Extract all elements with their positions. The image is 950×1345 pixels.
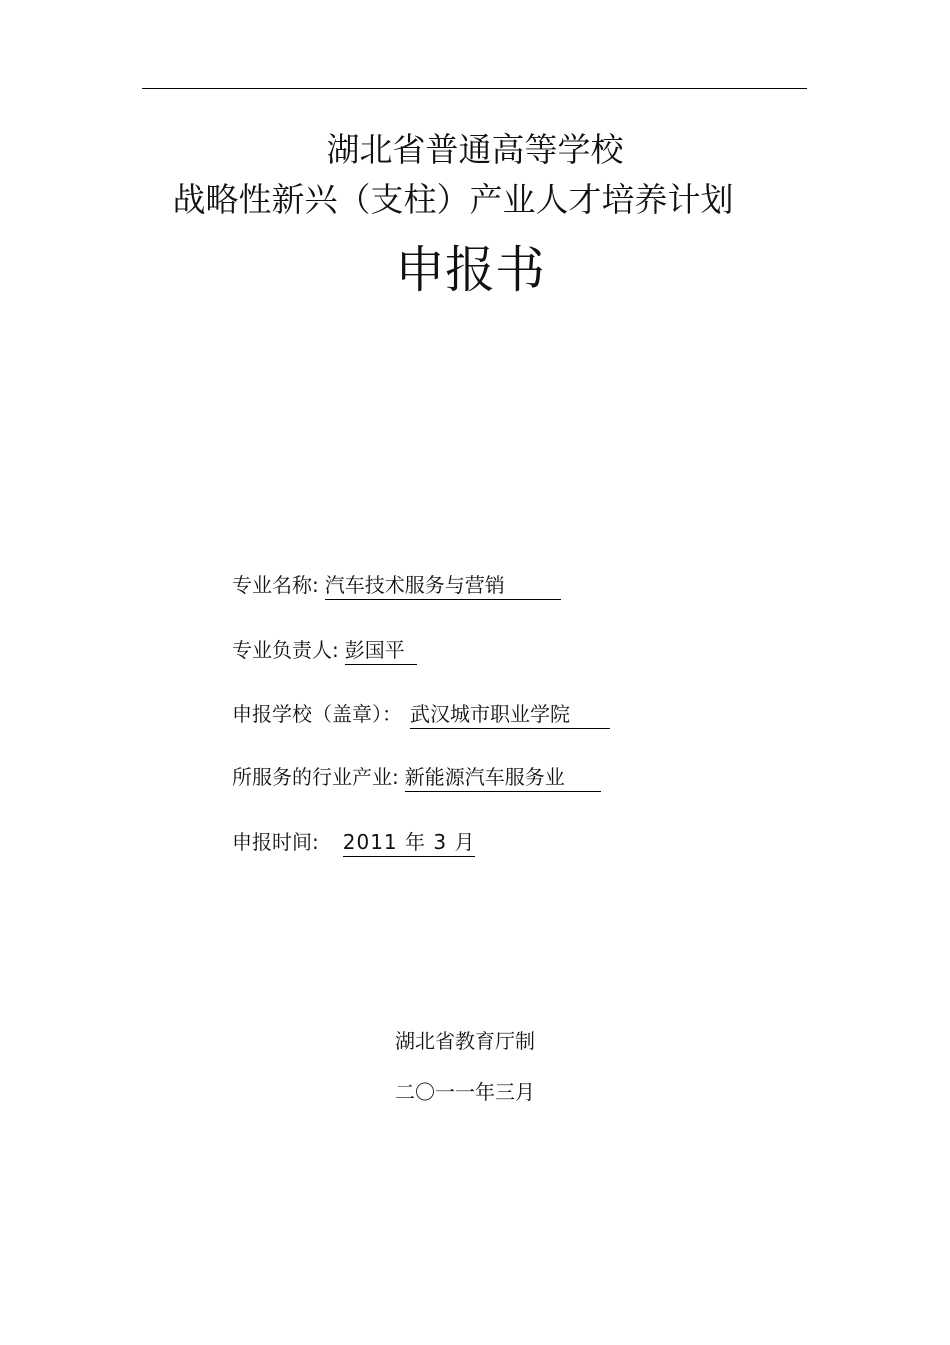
field-value: 新能源汽车服务业 [405, 764, 601, 792]
field-label: 专业负责人: [232, 638, 339, 662]
footer-date: 二〇一一年三月 [395, 1080, 535, 1104]
field-major-name [232, 572, 561, 600]
field-label: 申报学校（盖章）： [232, 702, 402, 726]
title-line-1: 湖北省普通高等学校 [326, 130, 624, 169]
field-major-leader [232, 637, 417, 665]
field-value: 2011 年 3 月 [343, 829, 476, 857]
title-line-2: 战略性新兴（支柱）产业人才培养计划 [172, 180, 734, 219]
footer-issuer: 湖北省教育厅制 [395, 1029, 535, 1053]
top-divider [142, 88, 807, 89]
field-label: 专业名称: [232, 573, 319, 597]
field-value: 武汉城市职业学院 [410, 701, 610, 729]
field-label: 申报时间: [232, 830, 319, 854]
field-value: 彭国平 [345, 637, 417, 665]
field-industry [232, 764, 601, 792]
document-title: 申报书 [395, 241, 545, 299]
field-label: 所服务的行业产业: [232, 765, 399, 789]
field-value: 汽车技术服务与营销 [325, 572, 561, 600]
field-apply-time [232, 829, 475, 857]
field-school [232, 701, 610, 729]
